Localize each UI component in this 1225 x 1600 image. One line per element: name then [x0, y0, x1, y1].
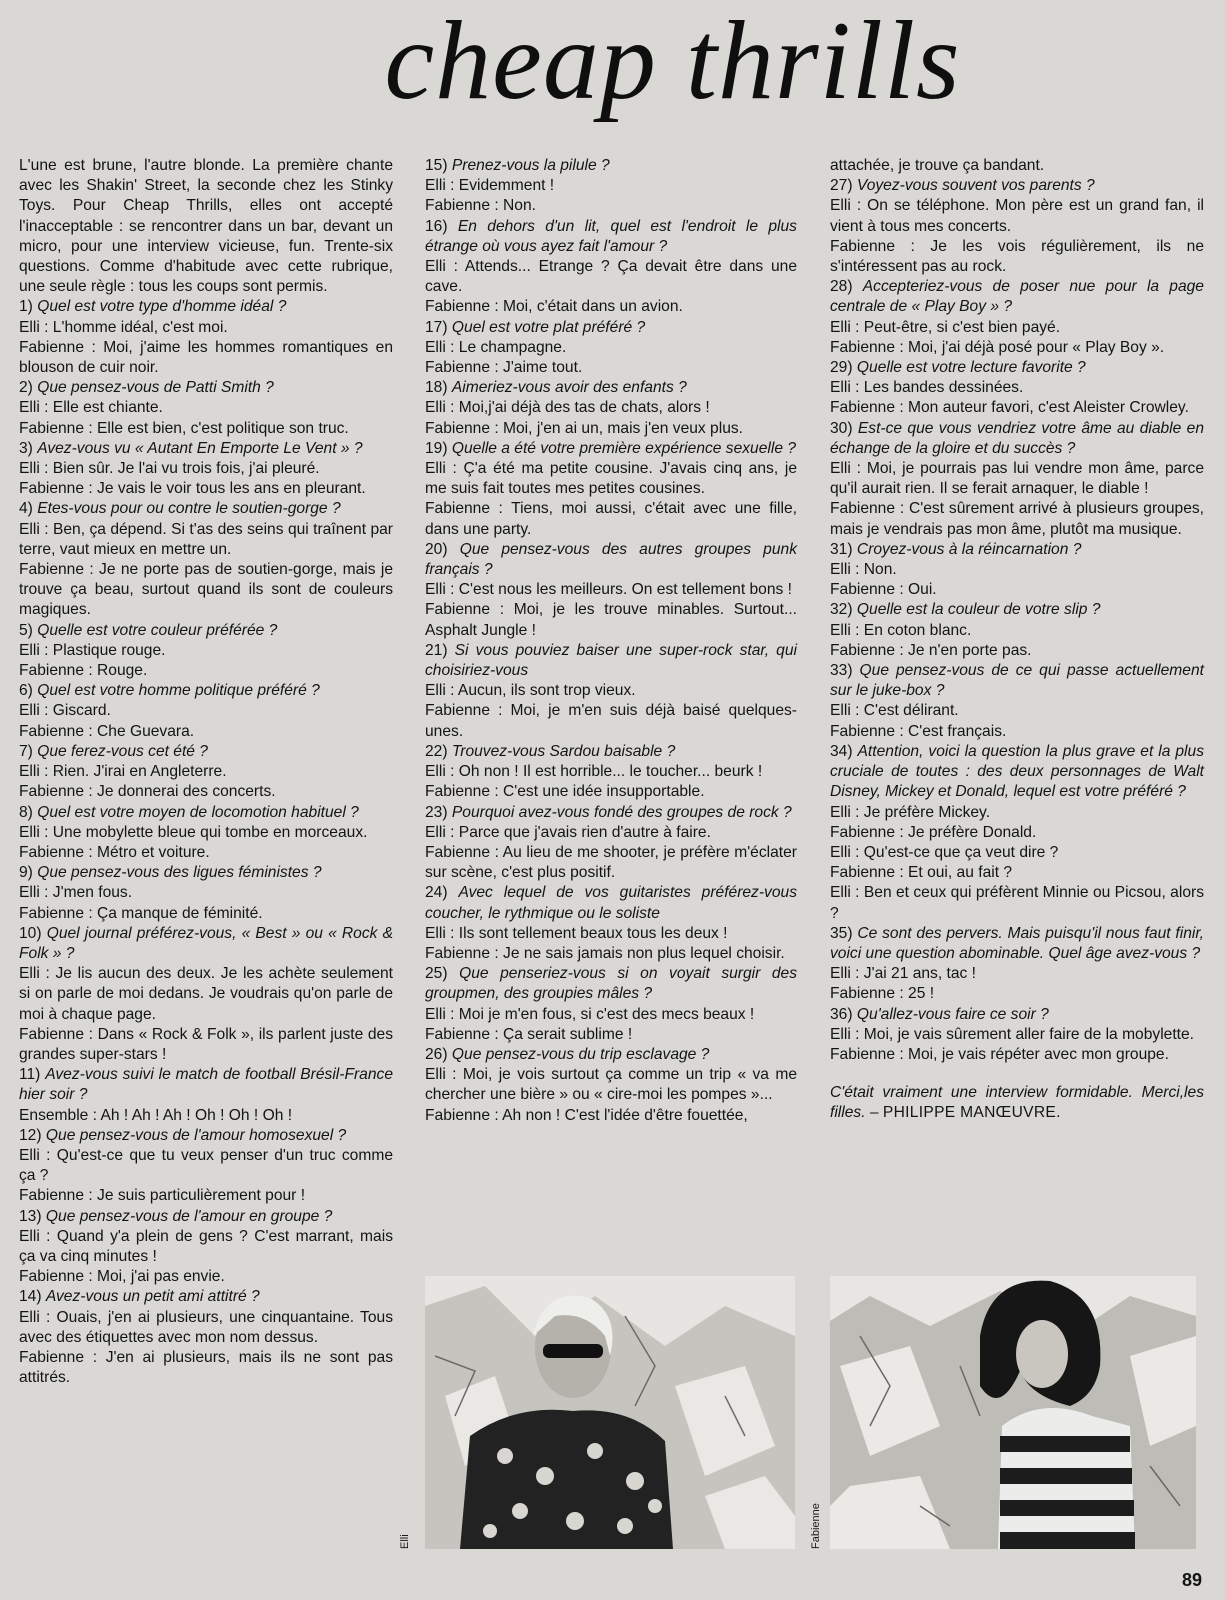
question-text: Accepteriez-vous de poser nue pour la page centrale de « Play Boy » ? [830, 278, 1204, 316]
question-number: 28) [830, 278, 853, 296]
answer: Elli : Giscard. [19, 702, 111, 720]
question [425, 964, 797, 1004]
answer: Elli : Bien sûr. Je l'ai vu trois fois, j'ai pleuré. [19, 460, 320, 478]
answer: Elli : Evidemment ! [425, 177, 555, 195]
answer: Fabienne : Moi, j'en ai un, mais j'en veux plus. [425, 419, 743, 437]
question [425, 217, 797, 257]
question [830, 540, 1204, 560]
question-number: 7) [19, 742, 33, 760]
question-text: Quelle est votre lecture favorite ? [856, 359, 1086, 377]
answer: Fabienne : Au lieu de me shooter, je préfère m'éclater sur scène, c'est plus positif. [425, 843, 797, 882]
answer: Fabienne : C'est français. [830, 722, 1007, 740]
question [830, 742, 1204, 803]
answer: Fabienne : Dans « Rock & Folk », ils parlent juste des grandes super-stars ! [19, 1025, 393, 1063]
question-text: Avez-vous un petit ami attitré ? [45, 1288, 260, 1306]
question [830, 419, 1204, 459]
question-number: 26) [425, 1045, 448, 1063]
answer: Fabienne : Je les vois régulièrement, ils ne s'intéressent pas au rock. [830, 237, 1204, 276]
question [425, 803, 797, 823]
question [19, 1065, 393, 1105]
question [19, 1207, 393, 1227]
question-text: Que ferez-vous cet été ? [37, 742, 208, 760]
question [425, 641, 797, 681]
answer: Elli : Plastique rouge. [19, 641, 166, 659]
question-text: Etes-vous pour ou contre le soutien-gorge ? [37, 500, 341, 518]
question-text: En dehors d'un lit, quel est l'endroit le plus étrange où vous ayez fait l'amour ? [425, 217, 797, 255]
question-text: Si vous pouviez baiser une super-rock star, qui choisiriez-vous [425, 641, 797, 680]
question-text: Est-ce que vous vendriez votre âme au diable en échange de la gloire et du succès ? [830, 419, 1204, 457]
column-2 [425, 156, 797, 1126]
question-text: Voyez-vous souvent vos parents ? [856, 177, 1095, 195]
answer: Elli : Ç'a été ma petite cousine. J'avais cinq ans, je me suis fait toutes mes petites cousines. [425, 460, 797, 498]
answer: Fabienne : Je préfère Donald. [830, 823, 1037, 841]
question-text: Pourquoi avez-vous fondé des groupes de rock ? [451, 803, 792, 821]
photo-elli-image [425, 1276, 795, 1549]
question-number: 36) [830, 1005, 853, 1023]
question-number: 11) [19, 1066, 41, 1084]
answer: Elli : Je lis aucun des deux. Je les achète seulement si on parle de moi dedans. Je voudrais qu'on parle de moi à chaque page. [19, 965, 393, 1023]
question [830, 277, 1204, 317]
answer: Elli : Elle est chiante. [19, 399, 163, 417]
answer: Elli : Peut-être, si c'est bien payé. [830, 318, 1061, 336]
answer: Fabienne : Mon auteur favori, c'est Aleister Crowley. [830, 399, 1189, 417]
answer: Fabienne : Che Guevara. [19, 722, 195, 740]
answer: Fabienne : J'en ai plusieurs, mais ils ne sont pas attitrés. [19, 1348, 393, 1387]
question-text: Quelle est votre couleur préférée ? [37, 621, 278, 639]
question [19, 621, 393, 641]
question [425, 883, 797, 923]
credit-author: PHILIPPE MANŒUVRE. [882, 1104, 1061, 1122]
question [425, 439, 797, 459]
question-text: Que pensez-vous des ligues féministes ? [37, 864, 322, 882]
question [425, 540, 797, 580]
answer: Fabienne : Je n'en porte pas. [830, 641, 1032, 659]
answer: Fabienne : J'aime tout. [425, 359, 583, 377]
answer: Elli : C'est nous les meilleurs. On est tellement bons ! [425, 581, 792, 599]
question-number: 9) [19, 864, 33, 882]
answer: Elli : Je préfère Mickey. [830, 803, 991, 821]
question-text: Que penseriez-vous si on voyait surgir des groupmen, des groupies mâles ? [425, 965, 797, 1003]
question [425, 318, 797, 338]
answer: Elli : Le champagne. [425, 338, 567, 356]
question-number: 34) [830, 742, 853, 760]
question-text: Avez-vous suivi le match de football Brésil-France hier soir ? [19, 1066, 393, 1104]
question-number: 6) [19, 682, 33, 700]
question-text: Que pensez-vous de ce qui passe actuellement sur le juke-box ? [830, 662, 1204, 700]
question-text: Que pensez-vous des autres groupes punk français ? [425, 540, 797, 579]
credit-text: C'était vraiment une interview formidable. Merci,les filles. – [830, 1084, 1204, 1122]
question [425, 742, 797, 762]
question-text: Avec lequel de vos guitaristes préférez-vous coucher, le rythmique ou le soliste [425, 884, 797, 922]
answer: Fabienne : Moi, je vais répéter avec mon groupe. [830, 1045, 1169, 1063]
page-title: cheap thrills [384, 0, 961, 123]
question [19, 378, 393, 398]
answer: Elli : L'homme idéal, c'est moi. [19, 318, 228, 336]
photo-elli [425, 1276, 795, 1549]
question-number: 31) [830, 540, 853, 558]
answer: Elli : Ouais, j'en ai plusieurs, une cinquantaine. Tous avec des étiquettes avec mon nom dessus. [19, 1308, 393, 1346]
question-number: 30) [830, 419, 853, 437]
answer: Elli : Rien. J'irai en Angleterre. [19, 763, 227, 781]
answer: Fabienne : Ça manque de féminité. [19, 904, 263, 922]
answer: Elli : Moi, je vais sûrement aller faire de la mobylette. [830, 1025, 1195, 1043]
question-number: 35) [830, 924, 853, 942]
answer: Fabienne : Ah non ! C'est l'idée d'être fouettée, [425, 1106, 748, 1124]
question-number: 10) [19, 924, 42, 942]
answer: Elli : Les bandes dessinées. [830, 379, 1024, 397]
question-number: 23) [425, 803, 448, 821]
question-number: 21) [425, 641, 448, 659]
answer: Fabienne : Moi, je m'en suis déjà baisé quelques-unes. [425, 702, 797, 740]
page-number: 89 [1181, 1570, 1202, 1590]
answer: Elli : Ben, ça dépend. Si t'as des seins qui traînent par terre, vaut mieux en mettre un. [19, 520, 393, 558]
question-number: 32) [830, 601, 853, 619]
photo-fabienne [830, 1276, 1196, 1549]
answer: Fabienne : Moi, je les trouve minables. Surtout... Asphalt Jungle ! [425, 601, 797, 639]
question-number: 16) [425, 217, 448, 235]
answer: Ensemble : Ah ! Ah ! Ah ! Oh ! Oh ! Oh ! [19, 1106, 293, 1124]
question-text: Quel est votre homme politique préféré ? [37, 682, 320, 700]
question-text: Attention, voici la question la plus grave et la plus cruciale de toutes : des deux personnages de Walt Disney, Mickey et Donald, lequel est votre préféré ? [830, 742, 1204, 801]
answer: Fabienne : Je suis particulièrement pour ! [19, 1187, 306, 1205]
answer: Fabienne : Je donnerai des concerts. [19, 783, 276, 801]
question-text: Quel journal préférez-vous, « Best » ou « Rock & Folk » ? [19, 924, 393, 962]
answer: Fabienne : Tiens, moi aussi, c'était avec une fille, dans une party. [425, 500, 797, 538]
question-text: Qu'allez-vous faire ce soir ? [856, 1005, 1049, 1023]
answer: Elli : Oh non ! Il est horrible... le toucher... beurk ! [425, 763, 763, 781]
answer: Fabienne : C'est sûrement arrivé à plusieurs groupes, mais je vendrais pas mon âme, plutôt ma musique. [830, 500, 1204, 538]
question-number: 18) [425, 379, 448, 397]
question [830, 661, 1204, 701]
column-1 [19, 156, 393, 1388]
answer: Elli : J'ai 21 ans, tac ! [830, 965, 976, 983]
answer: Fabienne : C'est une idée insupportable. [425, 783, 705, 801]
answer: Fabienne : Oui. [830, 581, 937, 599]
question [19, 1126, 393, 1146]
question [19, 863, 393, 883]
question-number: 17) [425, 318, 448, 336]
answer: Fabienne : Je ne sais jamais non plus lequel choisir. [425, 944, 785, 962]
answer: Elli : On se téléphone. Mon père est un grand fan, il vient à tous mes concerts. [830, 197, 1204, 235]
question-text: Croyez-vous à la réincarnation ? [856, 540, 1082, 558]
answer: Elli : En coton blanc. [830, 621, 972, 639]
answer: Elli : Qu'est-ce que ça veut dire ? [830, 843, 1059, 861]
answer: Elli : Parce que j'avais rien d'autre à faire. [425, 823, 711, 841]
answer: Elli : C'est délirant. [830, 702, 959, 720]
question [19, 297, 393, 317]
question-number: 25) [425, 965, 448, 983]
answer: Fabienne : Elle est bien, c'est politique son truc. [19, 419, 349, 437]
question-number: 4) [19, 500, 33, 518]
question-number: 27) [830, 177, 853, 195]
question-number: 14) [19, 1288, 42, 1306]
answer: Fabienne : Moi, j'ai pas envie. [19, 1268, 225, 1286]
answer: Elli : Non. [830, 561, 897, 579]
question-number: 19) [425, 439, 448, 457]
closing-credit [830, 1083, 1204, 1123]
answer: Fabienne : Moi, j'ai déjà posé pour « Play Boy ». [830, 338, 1165, 356]
question [19, 924, 393, 964]
question-number: 5) [19, 621, 33, 639]
question-number: 24) [425, 884, 448, 902]
question-text: Quelle est la couleur de votre slip ? [856, 601, 1101, 619]
question [19, 742, 393, 762]
qa-list-2 [425, 156, 797, 1126]
answer: Elli : Moi je m'en fous, si c'est des mecs beaux ! [425, 1005, 755, 1023]
answer: Elli : Qu'est-ce que tu veux penser d'un truc comme ça ? [19, 1146, 393, 1185]
answer: Fabienne : Rouge. [19, 662, 148, 680]
answer: Fabienne : Moi, j'aime les hommes romantiques en blouson de cuir noir. [19, 338, 393, 377]
question [425, 1045, 797, 1065]
question-number: 2) [19, 379, 33, 397]
question-text: Aimeriez-vous avoir des enfants ? [451, 379, 687, 397]
answer: Elli : Attends... Etrange ? Ça devait être dans une cave. [425, 258, 797, 296]
answer: Elli : J'men fous. [19, 884, 133, 902]
question-number: 20) [425, 540, 448, 558]
answer: Fabienne : Métro et voiture. [19, 843, 210, 861]
question [19, 499, 393, 519]
question [830, 600, 1204, 620]
qa-list-3 [830, 156, 1204, 1065]
answer: Elli : Quand y'a plein de gens ? C'est marrant, mais ça va cinq minutes ! [19, 1227, 393, 1265]
answer: Fabienne : Moi, c'était dans un avion. [425, 298, 683, 316]
answer: Elli : Moi, je vois surtout ça comme un trip « va me chercher une bière » ou « cire-moi les pompes »... [425, 1066, 797, 1104]
question-number: 12) [19, 1126, 42, 1144]
question-text: Ce sont des pervers. Mais puisqu'il nous faut finir, voici une question abominable. Quel âge avez-vous ? [830, 924, 1204, 962]
question [19, 803, 393, 823]
question-number: 22) [425, 742, 448, 760]
question [830, 1005, 1204, 1025]
question-text: Quelle a été votre première expérience sexuelle ? [451, 439, 797, 457]
question-number: 13) [19, 1207, 42, 1225]
qa-list-1 [19, 297, 393, 1388]
question [830, 176, 1204, 196]
question-number: 33) [830, 662, 853, 680]
answer: Fabienne : Ça serait sublime ! [425, 1025, 633, 1043]
question-text: Que pensez-vous de l'amour en groupe ? [45, 1207, 333, 1225]
answer: Elli : Moi, je pourrais pas lui vendre mon âme, parce qu'il aurait rien. Il se ferait arnaquer, le diable ! [830, 460, 1204, 498]
question-number: 15) [425, 157, 448, 174]
question [19, 439, 393, 459]
question [425, 156, 797, 176]
photo-caption-fabienne: Fabienne [810, 1503, 822, 1549]
question [425, 378, 797, 398]
question-text: Trouvez-vous Sardou baisable ? [451, 742, 676, 760]
answer: Fabienne : Je vais le voir tous les ans en pleurant. [19, 480, 366, 498]
answer: Fabienne : 25 ! [830, 985, 935, 1003]
photo-caption-elli: Elli [399, 1534, 411, 1549]
question-number: 3) [19, 439, 33, 457]
answer: attachée, je trouve ça bandant. [830, 157, 1045, 174]
answer: Elli : Moi,j'ai déjà des tas de chats, alors ! [425, 399, 710, 417]
answer: Fabienne : Non. [425, 197, 536, 215]
question-text: Que pensez-vous du trip esclavage ? [451, 1045, 710, 1063]
question [19, 1287, 393, 1307]
question [830, 358, 1204, 378]
answer: Elli : Ben et ceux qui préfèrent Minnie ou Picsou, alors ? [830, 884, 1204, 922]
column-3 [830, 156, 1204, 1124]
answer: Elli : Aucun, ils sont trop vieux. [425, 682, 636, 700]
question [19, 681, 393, 701]
answer: Fabienne : Je ne porte pas de soutien-gorge, mais je trouve ça beau, surtout quand ils sont de couleurs magiques. [19, 561, 393, 619]
question-text: Quel est votre plat préféré ? [451, 318, 646, 336]
question-text: Prenez-vous la pilule ? [451, 157, 610, 174]
question-text: Que pensez-vous de Patti Smith ? [37, 379, 274, 397]
answer: Elli : Une mobylette bleue qui tombe en morceaux. [19, 823, 368, 841]
answer: Fabienne : Et oui, au fait ? [830, 864, 1013, 882]
question-text: Que pensez-vous de l'amour homosexuel ? [45, 1126, 347, 1144]
question-text: Quel est votre moyen de locomotion habituel ? [37, 803, 359, 821]
answer: Elli : Ils sont tellement beaux tous les deux ! [425, 924, 728, 942]
question-text: Avez-vous vu « Autant En Emporte Le Vent » ? [37, 439, 363, 457]
question-number: 1) [19, 298, 33, 316]
question [830, 924, 1204, 964]
photo-fabienne-image [830, 1276, 1196, 1549]
question-number: 29) [830, 359, 853, 377]
question-text: Quel est votre type d'homme idéal ? [37, 298, 287, 316]
intro-paragraph: L'une est brune, l'autre blonde. La première chante avec les Shakin' Street, la seconde chez les Stinky Toys. Pour Cheap Thrills, elles ont accepté l'inacceptable : se rencontrer dans un bar, devant un micro, pour une interview vicieuse, fun. Trente-six questions. Comme d'habitude avec cette rubrique, une seule règle : tous les coups sont permis. [19, 157, 393, 296]
question-number: 8) [19, 803, 33, 821]
